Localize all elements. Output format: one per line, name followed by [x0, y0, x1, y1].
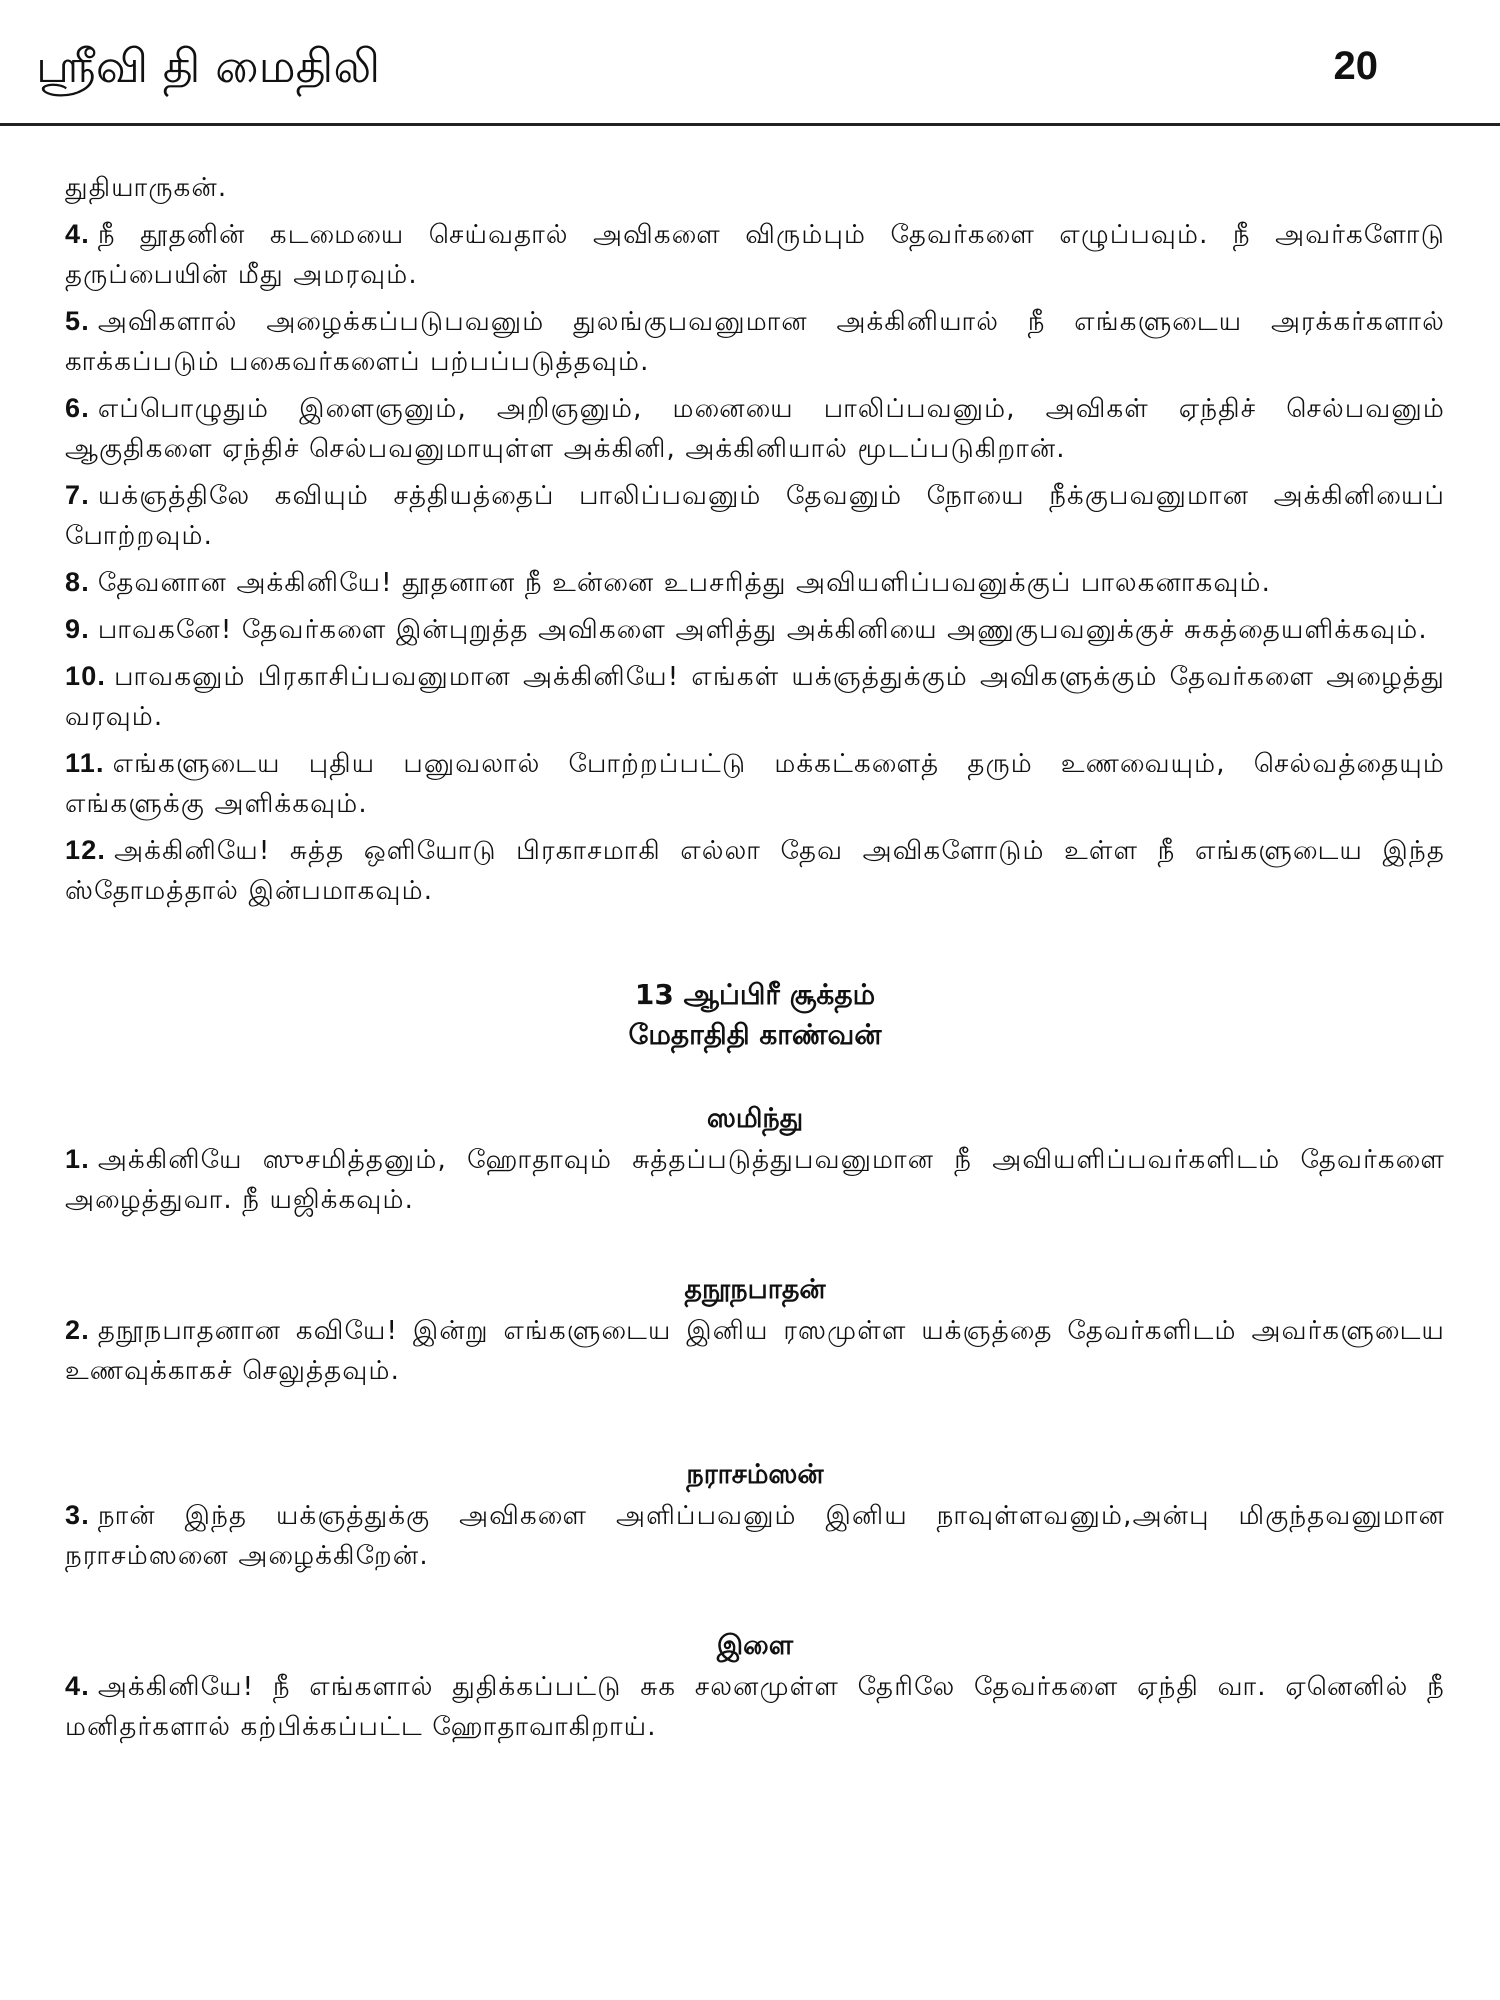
verse-4 — [65, 214, 1445, 295]
verse-5 — [65, 301, 1445, 382]
verse-7 — [65, 475, 1445, 556]
verse-text: தேவனான அக்கினியே! தூதனான நீ உன்னை உபசரித்து அவியளிப்பவனுக்குப் பாலகனாகவும். — [97, 568, 1272, 598]
verse-12 — [65, 830, 1445, 911]
subheading-ilai: இளை — [716, 1630, 794, 1661]
verse-text: தநூநபாதனான கவியே! இன்று எங்களுடைய இனிய ரஸமுள்ள யக்ஞத்தை தேவர்களிடம் அவர்களுடைய உணவுக்காகச் செலுத்தவும். — [65, 1316, 1445, 1386]
verse-text: நான் இந்த யக்ஞத்துக்கு அவிகளை அளிப்பவனும் இனிய நாவுள்ளவனும்,அன்பு மிகுந்தவனுமான நராசம்ஸனை அழைக்கிறேன். — [65, 1501, 1445, 1571]
page-header — [18, 36, 1488, 106]
verse-text: பாவகனே! தேவர்களை இன்புறுத்த அவிகளை அளித்து அக்கினியை அணுகுபவனுக்குச் சுகத்தையளிக்கவும். — [97, 615, 1428, 645]
page-body — [65, 168, 1445, 1753]
verse-number: 4. — [65, 1671, 90, 1701]
book-title: ஸ்ரீவி தி மைதிலி — [36, 39, 381, 93]
verse-text: அக்கினியே ஸுசமித்தனும், ஹோதாவும் சுத்தப்படுத்துபவனுமான நீ அவியளிப்பவர்களிடம் தேவர்களை அழைத்துவா. நீ யஜிக்கவும். — [65, 1145, 1446, 1215]
verse-10 — [65, 656, 1445, 737]
verse-text: அவிகளால் அழைக்கப்படுபவனும் துலங்குபவனுமான அக்கினியால் நீ எங்களுடைய அரக்கர்களால் காக்கப்படும் பகைவர்களைப் பற்பப்படுத்தவும். — [65, 307, 1445, 377]
sub-verse-4 — [65, 1666, 1445, 1747]
header-divider — [0, 123, 1500, 126]
verse-text: எங்களுடைய புதிய பனுவலால் போற்றப்பட்டு மக்கட்களைத் தரும் உணவையும், செல்வத்தையும் எங்களுக்கு அளிக்கவும். — [65, 749, 1445, 819]
verse-number: 5. — [65, 306, 90, 336]
spacer — [65, 1226, 1445, 1270]
sub-verse-2 — [65, 1310, 1445, 1391]
continuation-text: துதியாருகன். — [65, 173, 228, 203]
verse-number: 10. — [65, 661, 107, 691]
verse-text: அக்கினியே! நீ எங்களால் துதிக்கப்பட்டு சுக சலனமுள்ள தேரிலே தேவர்களை ஏந்தி வா. ஏனெனில் நீ மனிதர்களால் கற்பிக்கப்பட்ட ஹோதாவாகிறாய். — [65, 1672, 1445, 1742]
page-number: 20 — [1333, 44, 1378, 88]
subheading-narasamsa: நராசம்ஸன் — [686, 1459, 824, 1490]
section-author: மேதாதிதி காண்வன் — [628, 1018, 882, 1051]
verse-number: 9. — [65, 614, 90, 644]
sub-verse-1 — [65, 1139, 1445, 1220]
verse-number: 8. — [65, 567, 90, 597]
spacer — [65, 1582, 1445, 1626]
section-title: 13 ஆப்பிரீ சூக்தம் — [634, 978, 876, 1011]
verse-text: யக்ஞத்திலே கவியும் சத்தியத்தைப் பாலிப்பவனும் தேவனும் நோயை நீக்குபவனுமான அக்கினியைப் போற்றவும். — [65, 481, 1445, 551]
verse-8 — [65, 562, 1445, 603]
verse-9 — [65, 609, 1445, 650]
verse-6 — [65, 388, 1445, 469]
verse-number: 11. — [65, 748, 105, 778]
verse-number: 12. — [65, 835, 107, 865]
verse-text: எப்பொழுதும் இளைஞனும், அறிஞனும், மனையை பாலிப்பவனும், அவிகள் ஏந்திச் செல்பவனும் ஆகுதிகளை ஏந்திச் செல்பவனுமாயுள்ள அக்கினி, அக்கினியால் மூடப்படுகிறான். — [65, 394, 1445, 464]
verse-number: 6. — [65, 393, 90, 423]
spacer — [65, 1397, 1445, 1455]
verse-number: 4. — [65, 219, 90, 249]
verse-number: 7. — [65, 480, 90, 510]
verse-number: 1. — [65, 1144, 90, 1174]
subheading-tanunapat: தநூநபாதன் — [684, 1274, 826, 1305]
spacer — [65, 1055, 1445, 1099]
verse-11 — [65, 743, 1445, 824]
verse-number: 2. — [65, 1315, 90, 1345]
verse-number: 3. — [65, 1500, 90, 1530]
spacer — [65, 917, 1445, 975]
verse-text: அக்கினியே! சுத்த ஒளியோடு பிரகாசமாகி எல்லா தேவ அவிகளோடும் உள்ள நீ எங்களுடைய இந்த ஸ்தோமத்தால் இன்பமாகவும். — [65, 836, 1445, 906]
subheading-samindhu: ஸமிந்து — [706, 1103, 804, 1134]
verse-text: நீ தூதனின் கடமையை செய்வதால் அவிகளை விரும்பும் தேவர்களை எழுப்பவும். நீ அவர்களோடு தருப்பையின் மீது அமரவும். — [65, 220, 1445, 290]
sub-verse-3 — [65, 1495, 1445, 1576]
verse-text: பாவகனும் பிரகாசிப்பவனுமான அக்கினியே! எங்கள் யக்ஞத்துக்கும் அவிகளுக்கும் தேவர்களை அழைத்து வரவும். — [65, 662, 1445, 732]
